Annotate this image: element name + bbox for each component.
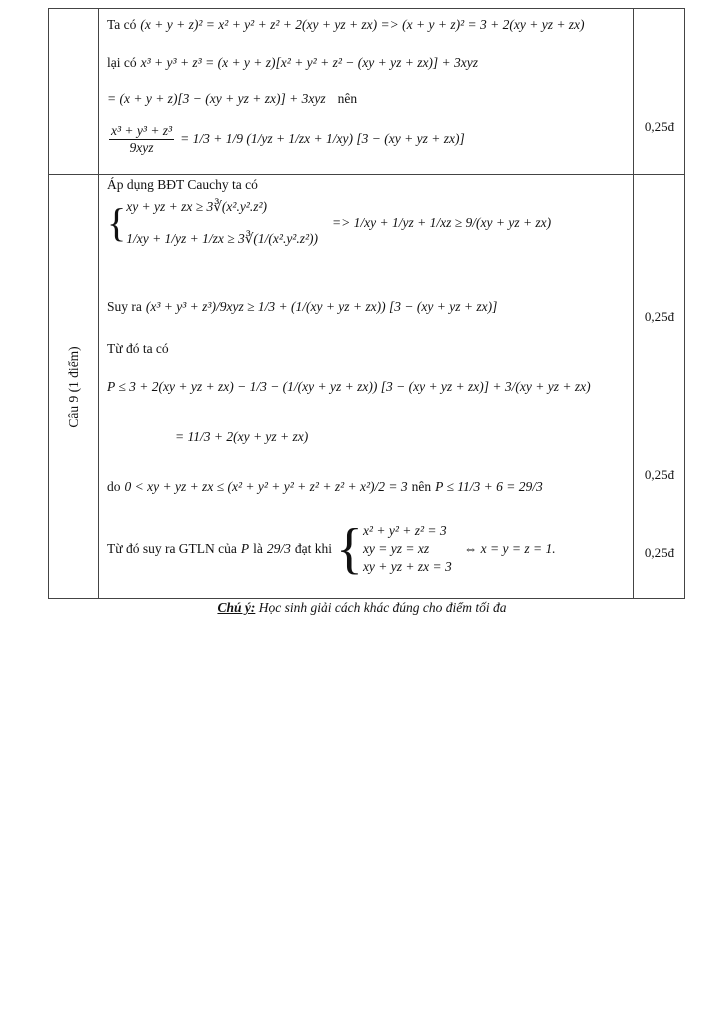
solution-row-1 [49,9,685,175]
math-cube-identity: x³ + y³ + z³ = (x + y + z)[x² + y² + z² − (xy + yz + zx)] + 3xyz [140,55,479,70]
text-do: do [107,479,121,494]
row1-label-cell [49,9,99,175]
text-lai-co: lại có [107,55,137,70]
row2-score-cell [634,175,685,599]
math-cauchy-result: => 1/xy + 1/yz + 1/xz ≥ 9/(xy + yz + zx) [332,215,552,230]
row1-line-3 [107,91,357,107]
final-line [107,518,556,580]
math-equals-11-3: = 11/3 + 2(xy + yz + zx) [175,429,309,444]
left-brace-icon: { [107,200,127,245]
text-suy-ra: Suy ra [107,299,142,314]
solution-table [48,8,685,599]
do-line [107,479,543,495]
row1-line-1 [107,17,585,33]
row1-score-cell [634,9,685,175]
text-cauchy-intro: Áp dụng BĐT Cauchy ta có [107,177,258,192]
math-suy-ra: (x³ + y³ + z³)/9xyz ≥ 1/3 + (1/(xy + yz + zx)) [3 − (xy + yz + zx)] [145,299,498,314]
footnote-label: Chú ý: [217,600,256,615]
math-equality-case: ⇔ x = y = z = 1. [463,541,556,556]
math-cube-substituted: = (x + y + z)[3 − (xy + yz + zx)] + 3xyz [107,91,326,106]
condition-3: xy + yz + zx = 3 [362,559,452,574]
math-p-bound: P ≤ 11/3 + 6 = 29/3 [435,479,543,494]
text-nen-2: nên [411,479,432,494]
row2-content [99,175,634,599]
p-inequality-line [107,379,591,395]
condition-1: x² + y² + z² = 3 [362,523,447,538]
text-gtln: Từ đó suy ra GTLN của [107,541,237,556]
condition-system [336,518,452,580]
row1-line-4 [107,123,465,155]
row1-line-2 [107,55,478,71]
cauchy-system [107,199,551,247]
text-ta-co: Ta có [107,17,137,32]
system-line-2: 1/xy + 1/yz + 1/zx ≥ 3∛(1/(x².y².z²)) [126,231,319,246]
score-row2-c: 0,25đ [644,545,675,560]
fraction-cubes-over-9xyz: $\frac{\text{x³ + y³ + z³}}{\text{9xyz}}$ [111,123,173,155]
question-label: Câu 9 (1 điểm) [65,345,81,428]
math-p-inequality: P ≤ 3 + 2(xy + yz + zx) − 1/3 − (1/(xy + yz + zx)) [3 − (xy + yz + zx)] + 3/(xy + yz + zx) [107,379,591,394]
math-bound: 0 < xy + yz + zx ≤ (x² + y² + y² + z² + z² + x²)/2 = 3 [124,479,408,494]
text-nen: nên [337,91,358,106]
score-row2-b: 0,25đ [644,467,675,482]
footnote [0,600,724,616]
suy-ra-line [107,299,497,315]
text-dat-khi: đạt khi [294,541,333,556]
system-brace [107,199,318,247]
system-line-1: xy + yz + zx ≥ 3∛(x².y².z²) [126,199,268,214]
score-row1: 0,25đ [644,119,675,134]
math-ratio-expression: = 1/3 + 1/9 (1/yz + 1/zx + 1/xy) [3 − (xy + yz + zx)] [180,131,465,147]
row2-label-cell [49,175,99,599]
left-brace-icon: { [336,518,363,580]
footnote-text: Học sinh giải cách khác đúng cho điểm tối đa [255,600,507,615]
text-la: là [253,541,263,556]
text-tu-do: Từ đó ta có [107,341,169,356]
math-max-value: 29/3 [266,541,291,556]
condition-2: xy = yz = xz [362,541,430,556]
solution-row-2 [49,175,685,599]
equals-line [175,429,308,445]
score-row2-a: 0,25đ [644,309,675,324]
math-p: P [240,541,250,556]
math-square-expansion: (x + y + z)² = x² + y² + z² + 2(xy + yz + zx) => (x + y + z)² = 3 + 2(xy + yz + zx) [140,17,585,32]
row1-content [99,9,634,175]
